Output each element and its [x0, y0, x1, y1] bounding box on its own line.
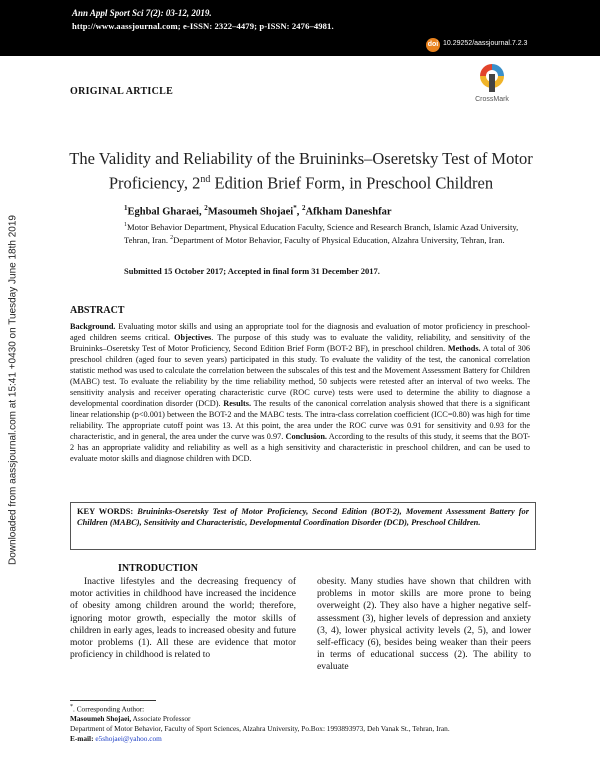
journal-header-bar: [0, 0, 600, 56]
article-type: ORIGINAL ARTICLE: [70, 86, 174, 97]
download-side-note: [6, 160, 20, 620]
author-2: Masoumeh Shojaei: [207, 206, 294, 218]
submission-dates: Submitted 15 October 2017; Accepted in final form 31 December 2017.: [124, 266, 380, 276]
author-3: Afkham Daneshfar: [305, 206, 392, 218]
author-list: $^1$Eghbal Gharaei, $^2$Masoumeh Shojaei*, $^2$Afkham Daneshfar: [124, 204, 392, 218]
abstract-body: Background. Evaluating motor skills and using an appropriate tool for the diagnosis and evaluation of motor proficiency in preschool-aged children seems critical. Objectives. The purpose of this study was to evaluate the validity, reliability, and sensitivity of the Bruininks–Oseretsky Test of Motor Proficiency, Second Edition Brief Form (BOT-2 BF), in preschool children. Methods. A total of 306 preschool children (aged four to seven years) participated in this study. To evaluate the validity of the test, the canonical correlation statistic method was used to calculate the correlation between the subscales of this test and the Movement Assessment Battery for Children (MABC) test. To evaluate the reliability by the time reliability method, 50 subjects were retested after an interval of two weeks. The sensitivity analysis and receiver operating characteristic curve (ROC curve) tests were used to determine the ability to diagnose a developmental coordination disorder (DCD). Results. The results of the canonical correlation analysis showed that there is a significant linear relationship (p<0.001) between the BOT-2 and the MABC tests. The intra-class correlation coefficient (ICC=0.80) was high for time reliability. The appropriate cutoff point was 13. At this point, the area under the ROC curve was 0.91 for sensitivity and 0.93 for the characteristic, and in general, the area under the curve was 0.97. Conclusion. According to the results of this study, it seems that the BOT-2 has an appropriate validity and reliability as well as a high sensitivity and characteristic in preschool children, and can be used to evaluate motor skills and diagnose children with DCD.: [70, 322, 531, 463]
email-link[interactable]: e5shojaei@yahoo.com: [95, 734, 162, 744]
introduction-heading: INTRODUCTION: [118, 563, 199, 574]
download-note-text: Downloaded from aassjournal.com at 15:41 +0430 on Tuesday June 18th 2019: [7, 215, 19, 565]
author-1: Eghbal Gharaei,: [127, 206, 205, 218]
article-title: The Validity and Reliability of the Bruininks–Oseretsky Test of Motor Proficiency, 2nd Edition Brief Form, in Preschool Children: [69, 149, 533, 193]
intro-left-column: Inactive lifestyles and the decreasing frequency of motor activities in childhood have increased the incidence of obesity among children around the world; therefore, ignoring motor growth, especially the motor skills of children in early ages, leads to increased obesity and future motor problems (1). All these are evidence that motor proficiency in childhood is related to: [70, 577, 296, 661]
journal-citation: Ann Appl Sport Sci 7(2): 03-12, 2019.: [72, 8, 212, 18]
doi-icon: doi: [426, 38, 440, 52]
keywords-box: [70, 502, 536, 550]
corresponding-author-footnote: *. Corresponding Author: Masoumeh Shojaei, Associate Professor Department of Motor Behavior, Faculty of Sport Sciences, Alzahra University, Po.Box: 1993893973, Deh Vanak St., Tehran, Iran. E-mail: e5shojaei@yahoo.com: [70, 704, 450, 744]
crossmark-label: CrossMark: [475, 96, 509, 103]
crossmark-icon: [479, 63, 505, 95]
footnote-divider: [70, 700, 156, 701]
journal-url-issn[interactable]: http://www.aassjournal.com; e-ISSN: 2322–4479; p-ISSN: 2476–4981.: [72, 21, 334, 31]
keywords: KEY WORDS: Bruininks-Oseretsky Test of Motor Proficiency, Second Edition (BOT-2), Movement Assessment Battery for Children (MABC), Sensitivity and Characteristic, Developmental Coordination Disorder (DCD), Preschool Children.: [77, 507, 529, 527]
crossmark-badge[interactable]: [467, 63, 517, 103]
abstract-heading: ABSTRACT: [70, 305, 125, 316]
doi-link[interactable]: 10.29252/aassjournal.7.2.3: [443, 40, 528, 47]
affiliations: $^1$Motor Behavior Department, Physical Education Faculty, Science and Research Branch, Islamic Azad University, Tehran, Iran. $^2$Department of Motor Behavior, Faculty of Physical Education, Alzahra University, Tehran, Iran.: [124, 221, 519, 246]
intro-right-column: obesity. Many studies have shown that children with problems in motor skills are more prone to being overweight (2). They also have a higher negative self-assessment (3), higher levels of depression and anxiety (3, 4), lower physical activity levels (2, 5), and lower self-efficacy (6), besides being weaker than their peers in terms of educational success (2). The ability to evaluate: [317, 577, 531, 673]
